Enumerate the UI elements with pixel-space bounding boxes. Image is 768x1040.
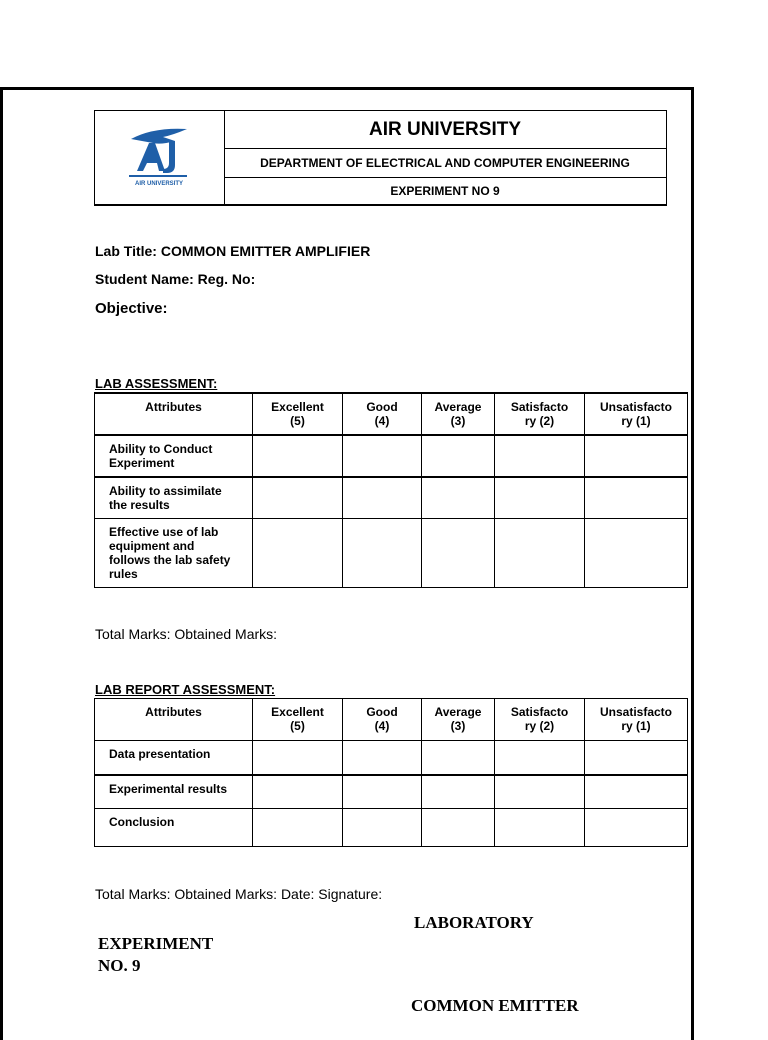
lab-title: Lab Title: COMMON EMITTER AMPLIFIER (95, 243, 371, 259)
report-total-marks: Total Marks: Obtained Marks: Date: Signature: (95, 886, 383, 902)
university-name: AIR UNIVERSITY (224, 111, 666, 149)
attribute-label: Effective use of lab equipment and follows the lab safety rules (95, 518, 253, 587)
col-average: Average (3) (422, 699, 495, 741)
table-row (95, 809, 688, 847)
score-cell[interactable] (585, 775, 688, 809)
score-cell[interactable] (253, 809, 343, 847)
score-cell[interactable] (343, 809, 422, 847)
score-cell[interactable] (495, 435, 585, 477)
attribute-label: Ability to Conduct Experiment (95, 435, 253, 477)
lab-assessment-table (94, 392, 688, 588)
col-good: Good (4) (343, 699, 422, 741)
col-excellent: Excellent (5) (253, 393, 343, 435)
score-cell[interactable] (585, 809, 688, 847)
department-name: DEPARTMENT OF ELECTRICAL AND COMPUTER ENGINEERING (224, 148, 666, 178)
col-unsatisfactory: Unsatisfacto ry (1) (585, 393, 688, 435)
col-excellent: Excellent (5) (253, 699, 343, 741)
attribute-label: Ability to assimilate the results (95, 477, 253, 518)
common-emitter-heading: COMMON EMITTER (411, 996, 579, 1015)
score-cell[interactable] (343, 518, 422, 587)
table-header-row (95, 393, 688, 435)
logo-caption: AIR UNIVERSITY (134, 181, 184, 187)
score-cell[interactable] (343, 741, 422, 775)
score-cell[interactable] (253, 741, 343, 775)
score-cell[interactable] (585, 741, 688, 775)
score-cell[interactable] (343, 435, 422, 477)
table-header-row (95, 699, 688, 741)
table-row (95, 518, 688, 587)
col-attributes: Attributes (95, 699, 253, 741)
eagle-logo-icon (123, 125, 195, 189)
university-logo (95, 111, 225, 204)
lab-total-marks: Total Marks: Obtained Marks: (95, 626, 278, 642)
experiment-number-heading: NO. 9 (98, 956, 141, 975)
attribute-label: Data presentation (95, 741, 253, 775)
score-cell[interactable] (422, 477, 495, 518)
score-cell[interactable] (585, 477, 688, 518)
table-row (95, 477, 688, 518)
score-cell[interactable] (495, 741, 585, 775)
objective-label: Objective: (95, 300, 168, 317)
col-good: Good (4) (343, 393, 422, 435)
table-row (95, 435, 688, 477)
score-cell[interactable] (253, 775, 343, 809)
laboratory-heading: LABORATORY (414, 913, 534, 932)
score-cell[interactable] (422, 775, 495, 809)
score-cell[interactable] (585, 518, 688, 587)
report-assessment-title: LAB REPORT ASSESSMENT: (95, 682, 276, 697)
attribute-label: Conclusion (95, 809, 253, 847)
student-name-line: Student Name: Reg. No: (95, 271, 256, 287)
score-cell[interactable] (495, 809, 585, 847)
score-cell[interactable] (495, 477, 585, 518)
score-cell[interactable] (343, 775, 422, 809)
score-cell[interactable] (253, 518, 343, 587)
attribute-label: Experimental results (95, 775, 253, 809)
score-cell[interactable] (495, 518, 585, 587)
score-cell[interactable] (422, 435, 495, 477)
score-cell[interactable] (343, 477, 422, 518)
col-attributes: Attributes (95, 393, 253, 435)
col-satisfactory: Satisfacto ry (2) (495, 699, 585, 741)
lab-assessment-title: LAB ASSESSMENT: (95, 376, 218, 391)
score-cell[interactable] (495, 775, 585, 809)
report-assessment-table (94, 698, 688, 847)
score-cell[interactable] (422, 809, 495, 847)
experiment-number: EXPERIMENT NO 9 (390, 184, 500, 198)
col-average: Average (3) (422, 393, 495, 435)
col-satisfactory: Satisfacto ry (2) (495, 393, 585, 435)
score-cell[interactable] (422, 741, 495, 775)
score-cell[interactable] (422, 518, 495, 587)
score-cell[interactable] (585, 435, 688, 477)
score-cell[interactable] (253, 435, 343, 477)
col-unsatisfactory: Unsatisfacto ry (1) (585, 699, 688, 741)
experiment-heading: EXPERIMENT (98, 934, 214, 953)
table-row (95, 741, 688, 775)
table-row (95, 775, 688, 809)
document-header (94, 110, 667, 206)
score-cell[interactable] (253, 477, 343, 518)
